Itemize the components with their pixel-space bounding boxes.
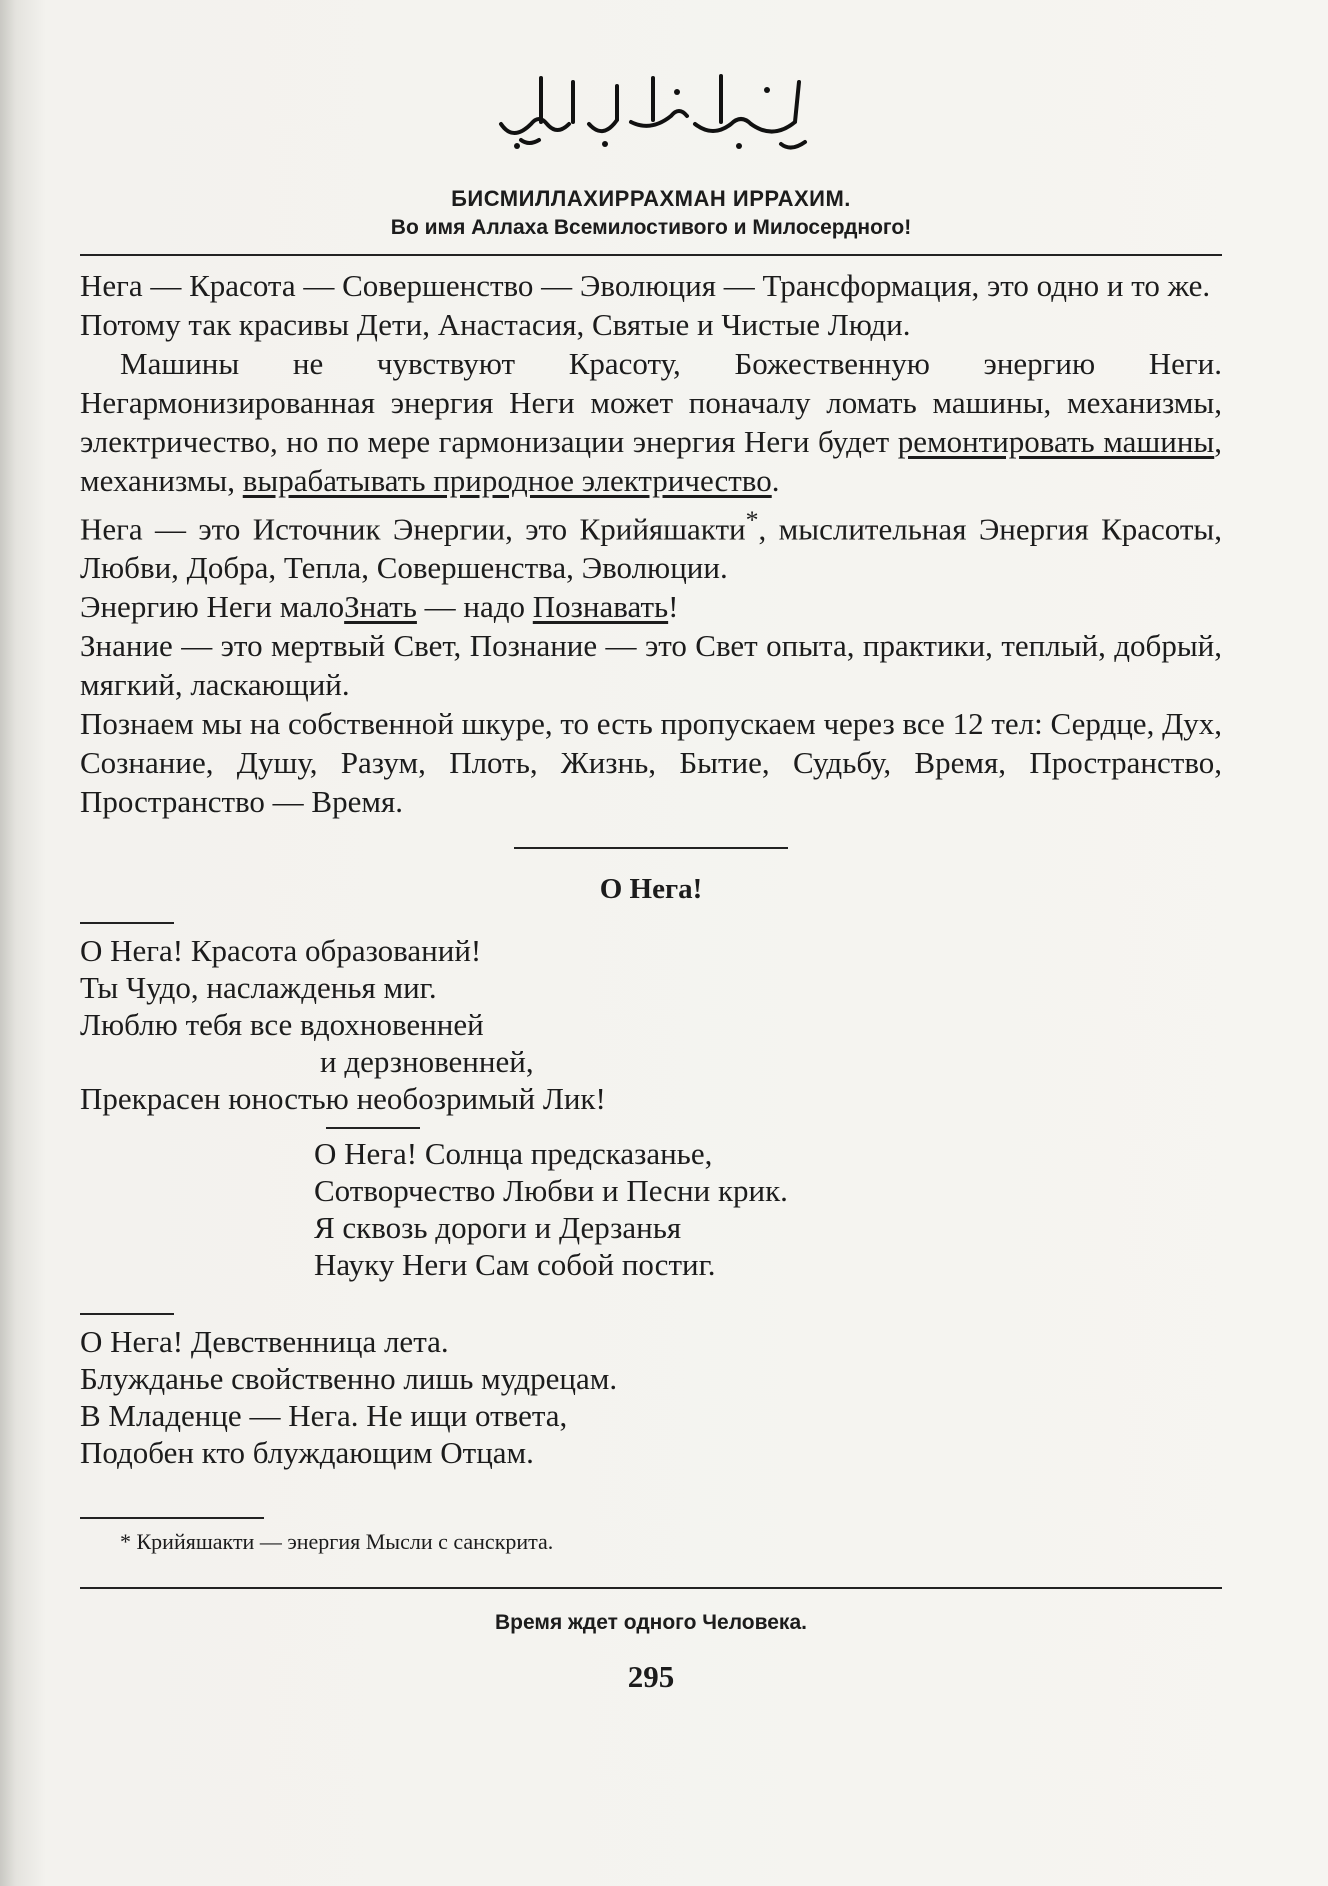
header-divider (80, 254, 1222, 256)
poem-line: О Нега! Девственница лета. (80, 1324, 449, 1360)
page-number: 295 (627, 1659, 675, 1695)
poem-line: Блужданье свойственно лишь мудрецам. (80, 1361, 618, 1397)
paragraph: Потому так красивы Дети, Анастасия, Святые и Чистые Люди. (80, 307, 911, 342)
section-divider (514, 847, 788, 849)
text-span: , механизмы, (80, 424, 1222, 498)
body-text (80, 266, 1222, 821)
footnote-marker: * (745, 505, 759, 534)
stanza-divider (80, 1313, 174, 1315)
footnote-divider (80, 1517, 264, 1519)
header-title: БИСМИЛЛАХИРРАХМАН ИРРАХИМ. (451, 186, 851, 211)
text-span: Нега — это Источник Энергии, это Крийяшакти (80, 511, 746, 547)
poem-line: О Нега! Красота образований! (80, 933, 482, 969)
paragraph: Нега — Красота — Совершенство — Эволюция — Трансформация, это одно и то же. (80, 268, 1211, 303)
poem-stanza-3 (80, 1323, 1222, 1471)
underlined-text: ремонтировать машины (897, 424, 1215, 459)
poem-stanza-1 (80, 932, 1222, 1117)
underlined-text: Знать (344, 589, 417, 625)
poem-line: Люблю тебя все вдохновенней (80, 1007, 484, 1043)
poem-stanza-2 (314, 1135, 1222, 1283)
poem-line: Подобен кто блуждающим Отцам. (80, 1435, 534, 1471)
poem-line: Сотворчество Любви и Песни крик. (314, 1173, 788, 1209)
paragraph (80, 500, 1222, 587)
underlined-text: вырабатывать природное электричество (242, 463, 772, 498)
poem-line: Прекрасен юностью необозримый Лик! (80, 1081, 606, 1117)
footer-divider (80, 1587, 1222, 1589)
bismillah-calligraphy (80, 62, 1222, 174)
poem-line: Ты Чудо, наслажденья миг. (80, 970, 437, 1006)
paragraph (80, 344, 1222, 500)
paragraph (80, 587, 1222, 626)
text-span: — надо (416, 589, 533, 625)
paragraph: Знание — это мертвый Свет, Познание — это Свет опыта, практики, теплый, добрый, мягкий, ласкающий. (80, 628, 1222, 703)
arabic-calligraphy-icon (481, 62, 821, 162)
text-span: , мыслительная Энергия Красоты, Любви, Добра, Тепла, Совершенства, Эволюции. (80, 511, 1222, 586)
poem-line: О Нега! Солнца предсказанье, (314, 1136, 713, 1172)
header-subtitle: Во имя Аллаха Всемилостивого и Милосердного! (390, 216, 912, 239)
text-span: Машины не чувствуют Красоту, Божественную энергию Неги. Негармонизированная энергия Неги может поначалу ломать машины, механизмы, электричество, но по мере гармонизации энергия Неги будет (80, 346, 1222, 459)
underlined-text: Познавать (532, 589, 669, 625)
footer-motto: Время ждет одного Человека. (495, 1611, 807, 1635)
paragraph: Познаем мы на собственной шкуре, то есть пропускаем через все 12 тел: Сердце, Дух, Сознание, Душу, Разум, Плоть, Жизнь, Бытие, Судьбу, Время, Пространство, Пространство — Время. (80, 706, 1222, 820)
poem-title: О Нега! (599, 873, 703, 906)
poem-line: Я сквозь дороги и Дерзанья (314, 1210, 682, 1246)
footnote: * Крийяшакти — энергия Мысли с санскрита. (120, 1529, 554, 1555)
text-span: Энергию Неги мало (80, 589, 345, 625)
text-span: . (771, 463, 780, 498)
page-content (80, 62, 1222, 1695)
poem-line: В Младенце — Нега. Не ищи ответа, (80, 1398, 568, 1434)
stanza-divider (80, 922, 174, 924)
poem-line: Науку Неги Сам собой постиг. (314, 1247, 716, 1283)
text-span: ! (668, 589, 679, 625)
poem-line: и дерзновенней, (320, 1044, 534, 1080)
stanza-divider (326, 1127, 420, 1129)
